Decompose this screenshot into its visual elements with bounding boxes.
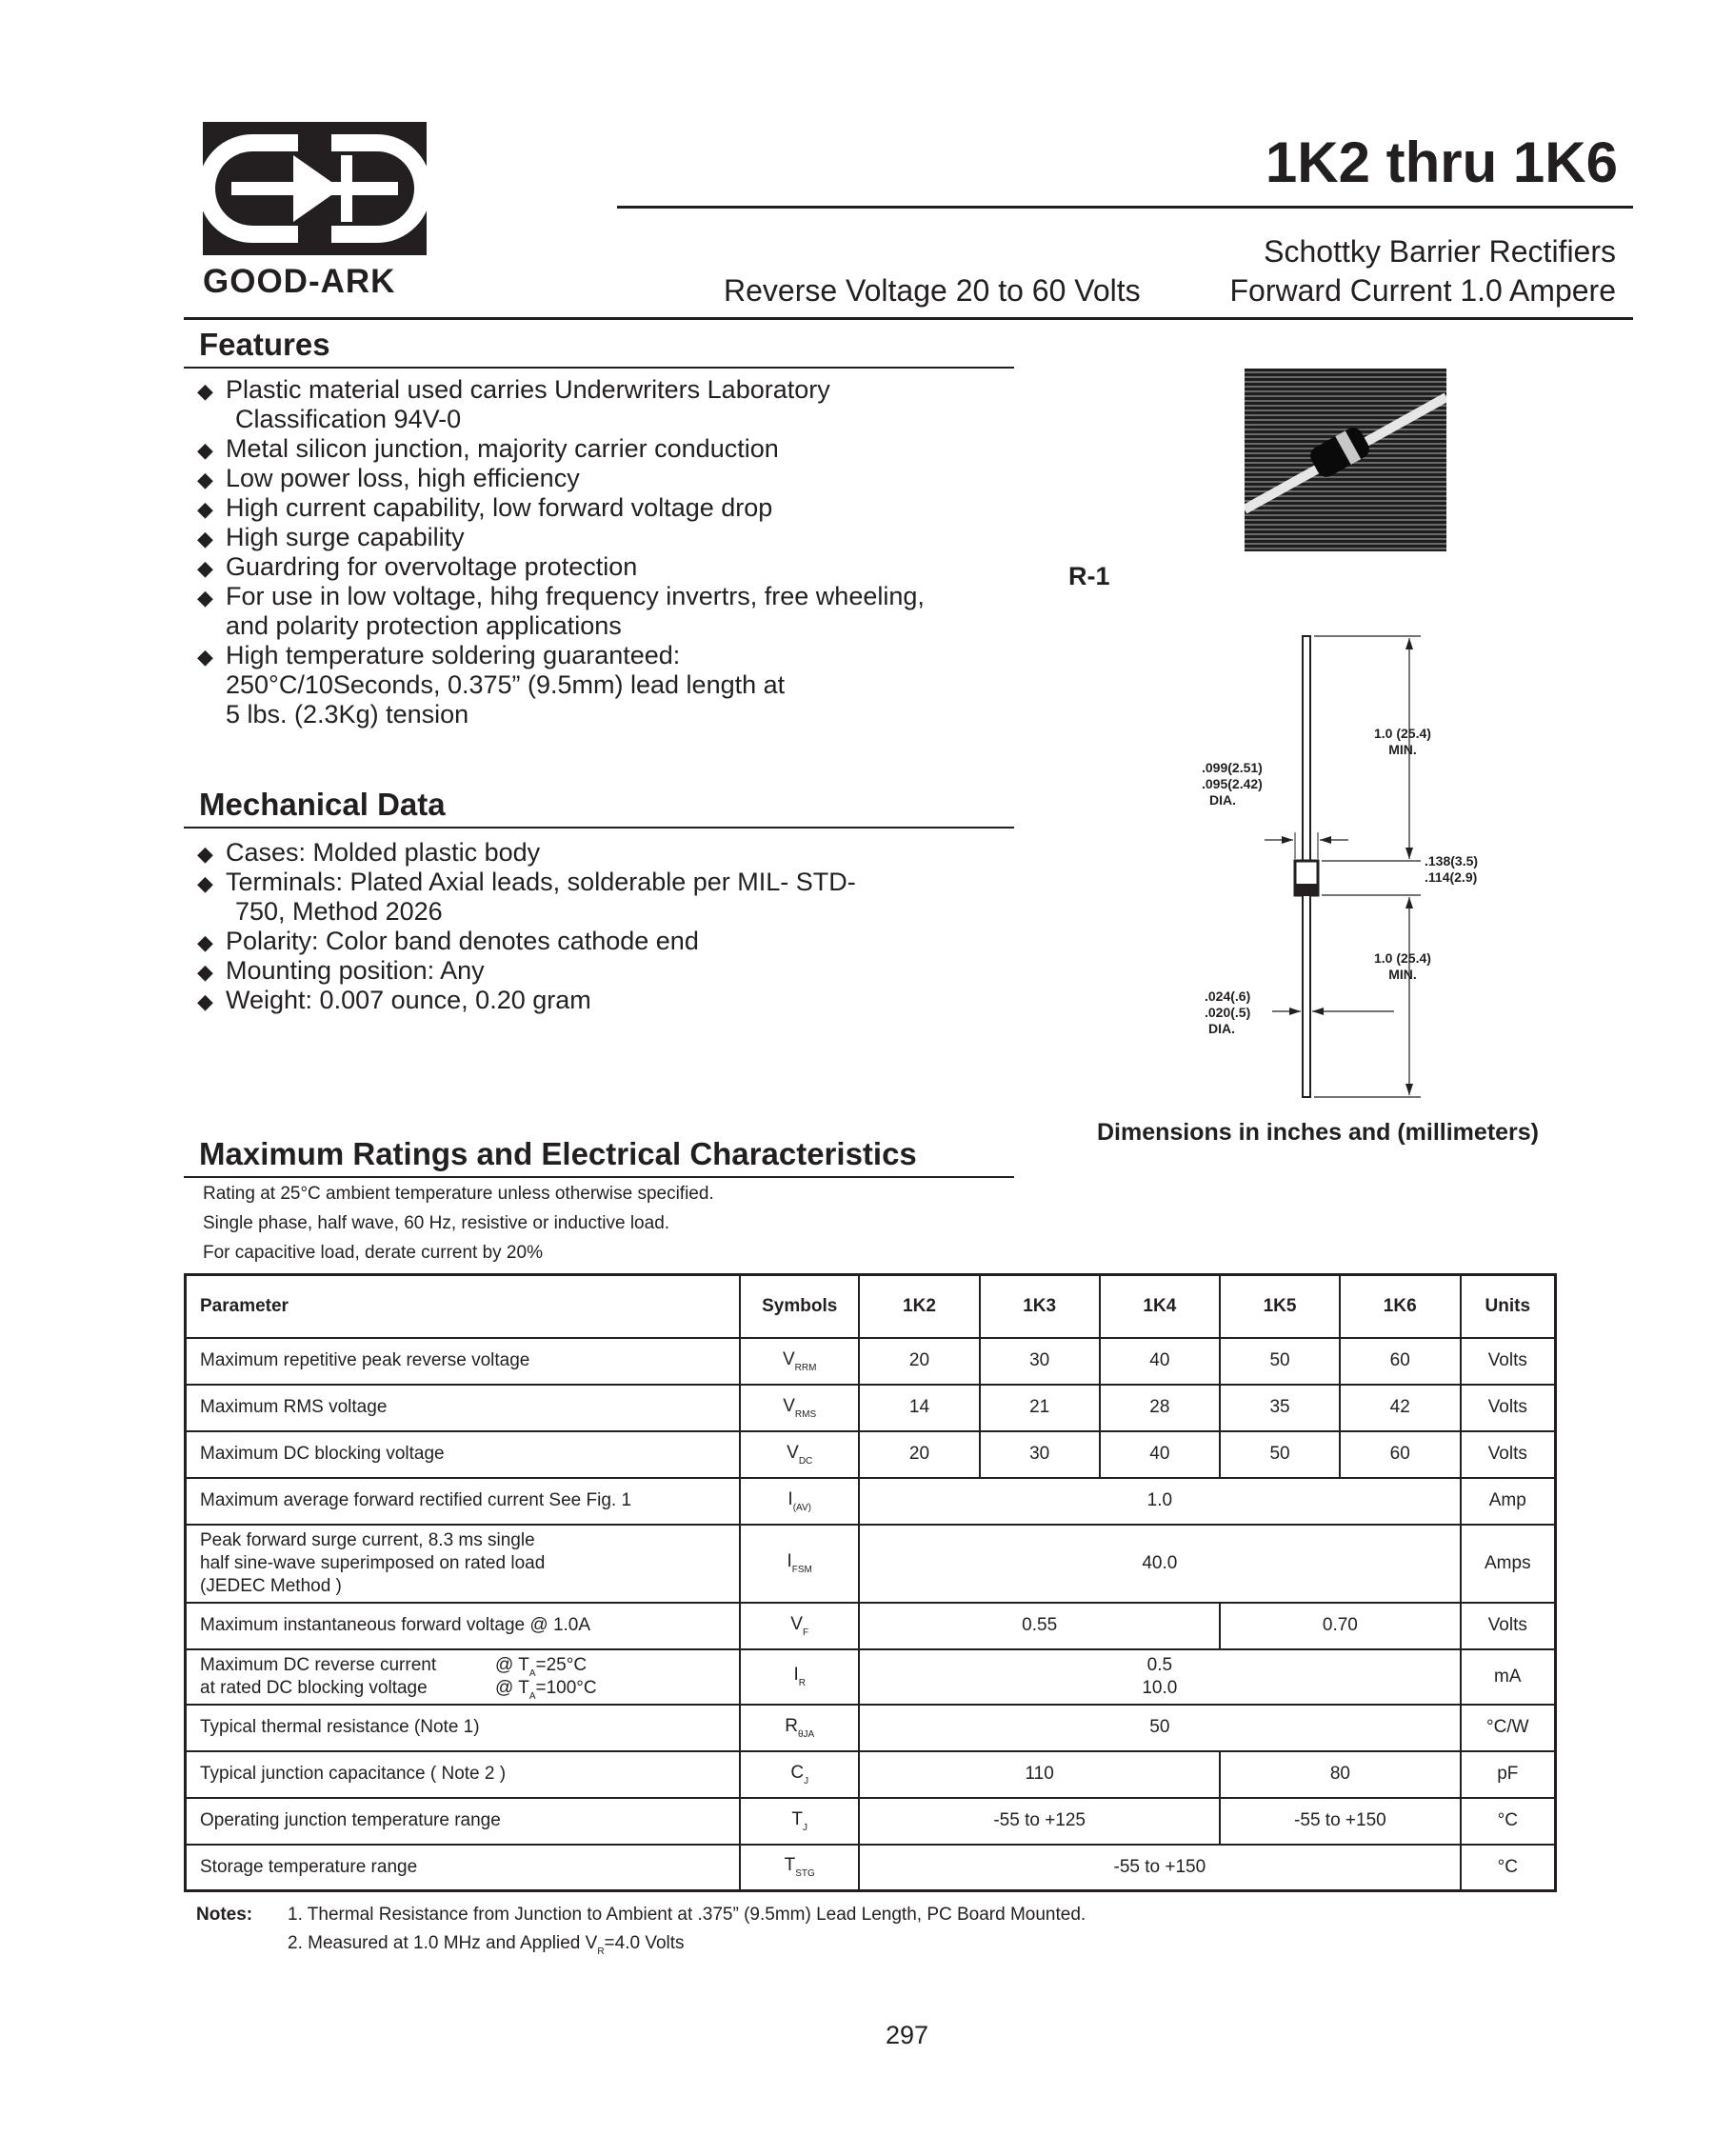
table-row — [186, 1385, 1556, 1431]
rating-note-3: For capacitive load, derate current by 20% — [203, 1243, 543, 1263]
header-parameter: Parameter — [186, 1275, 741, 1338]
dim-lead-length-bottom: 1.0 (25.4) MIN. — [1374, 950, 1431, 982]
unit-cell: °C — [1461, 1798, 1556, 1845]
diode-logo-icon — [203, 122, 427, 255]
table-row — [186, 1431, 1556, 1478]
logo-text: GOOD-ARK — [203, 263, 396, 300]
notes-label: Notes: — [196, 1905, 253, 1925]
value-cell: 50 — [859, 1705, 1460, 1751]
symbol-cell: $C_J$ — [740, 1751, 859, 1798]
unit-cell: Volts — [1461, 1385, 1556, 1431]
header-units: Units — [1461, 1275, 1556, 1338]
header-symbols: Symbols — [740, 1275, 859, 1338]
list-item-continued: and polarity protection applications — [226, 611, 622, 640]
ratings-heading: Maximum Ratings and Electrical Characteristics — [199, 1136, 917, 1171]
rating-note-1: Rating at 25°C ambient temperature unless otherwise specified. — [203, 1184, 714, 1204]
list-item-continued: Classification 94V-0 — [235, 405, 462, 433]
value-cell: 60 — [1340, 1431, 1461, 1478]
list-item: ◆ High surge capability — [197, 523, 465, 551]
param-cell: Typical thermal resistance (Note 1) — [186, 1705, 741, 1751]
value-cell: 42 — [1340, 1385, 1461, 1431]
list-item-continued: 750, Method 2026 — [235, 897, 443, 926]
unit-cell: Amps — [1461, 1525, 1556, 1603]
ratings-table — [184, 1273, 1557, 1892]
header-1k5: 1K5 — [1220, 1275, 1340, 1338]
table-row — [186, 1478, 1556, 1525]
value-cell: 50 — [1220, 1338, 1340, 1385]
symbol-cell: $T_{STG}$ — [740, 1845, 859, 1891]
param-cell: Typical junction capacitance ( Note 2 ) — [186, 1751, 741, 1798]
value-cell: 35 — [1220, 1385, 1340, 1431]
unit-cell: Volts — [1461, 1338, 1556, 1385]
list-item: ◆ Low power loss, high efficiency — [197, 464, 580, 492]
list-item: ◆ Metal silicon junction, majority carrier conduction — [197, 434, 779, 463]
table-row — [186, 1845, 1556, 1891]
param-cell: Maximum average forward rectified current See Fig. 1 — [186, 1478, 741, 1525]
table-row — [186, 1603, 1556, 1649]
value-cell: 0.70 — [1220, 1603, 1460, 1649]
value-cell: 0.55 — [859, 1603, 1220, 1649]
value-cell: 40 — [1100, 1431, 1221, 1478]
symbol-cell: $I_R$ — [740, 1649, 859, 1705]
list-item: ◆ Polarity: Color band denotes cathode end — [197, 927, 699, 955]
symbol-cell: $V_F$ — [740, 1603, 859, 1649]
header-1k3: 1K3 — [980, 1275, 1100, 1338]
value-cell: 30 — [980, 1431, 1100, 1478]
value-cell: 20 — [859, 1338, 980, 1385]
mechanical-heading: Mechanical Data — [199, 787, 446, 822]
value-cell: 21 — [980, 1385, 1100, 1431]
value-cell: 28 — [1100, 1385, 1221, 1431]
table-row — [186, 1798, 1556, 1845]
list-item: ◆ For use in low voltage, hihg frequency invertrs, free wheeling, — [197, 582, 925, 610]
param-cell: Maximum DC blocking voltage — [186, 1431, 741, 1478]
reverse-voltage-spec: Reverse Voltage 20 to 60 Volts — [724, 273, 1141, 308]
unit-cell: Volts — [1461, 1603, 1556, 1649]
list-item: ◆ High temperature soldering guaranteed: — [197, 641, 681, 669]
list-item: ◆ Cases: Molded plastic body — [197, 838, 541, 867]
dimensions-note: Dimensions in inches and (millimeters) — [1097, 1119, 1540, 1146]
param-cell: Maximum instantaneous forward voltage @ 1.0A — [186, 1603, 741, 1649]
list-item: ◆ Mounting position: Any — [197, 956, 485, 985]
list-item: ◆ Guardring for overvoltage protection — [197, 552, 638, 581]
param-cell: Storage temperature range — [186, 1845, 741, 1891]
value-cell: -55 to +125 — [859, 1798, 1220, 1845]
table-header-row — [186, 1275, 1556, 1338]
param-cell: Maximum DC reverse current @ $T_A=25^\circ C$ at rated DC blocking voltage @ $T_A=100^\circ C$ — [186, 1649, 741, 1705]
dim-body-length: .138(3.5) .114(2.9) — [1425, 853, 1479, 885]
page-number: 297 — [886, 2021, 929, 2049]
package-label: R-1 — [1068, 562, 1110, 590]
symbol-cell: $V_{RRM}$ — [740, 1338, 859, 1385]
param-cell: Maximum repetitive peak reverse voltage — [186, 1338, 741, 1385]
features-heading: Features — [199, 327, 330, 362]
table-row — [186, 1338, 1556, 1385]
header-1k6: 1K6 — [1340, 1275, 1461, 1338]
value-cell: 40.0 — [859, 1525, 1460, 1603]
logo-mark — [203, 122, 427, 255]
symbol-cell: $V_{DC}$ — [740, 1431, 859, 1478]
symbol-cell: $I_{(AV)}$ — [740, 1478, 859, 1525]
value-cell: 80 — [1220, 1751, 1460, 1798]
list-item: ◆ Plastic material used carries Underwriters Laboratory — [197, 375, 830, 404]
value-cell: 1.0 — [859, 1478, 1460, 1525]
footnote-2: 2. Measured at 1.0 MHz and Applied $V_R=4.0$ Volts — [288, 1933, 685, 1957]
value-cell: -55 to +150 — [1220, 1798, 1460, 1845]
list-item: ◆ High current capability, low forward voltage drop — [197, 493, 773, 522]
param-cell: Operating junction temperature range — [186, 1798, 741, 1845]
unit-cell: Volts — [1461, 1431, 1556, 1478]
dim-lead-length-top: 1.0 (25.4) MIN. — [1374, 726, 1431, 757]
symbol-cell: $V_{RMS}$ — [740, 1385, 859, 1431]
mechanical-list — [197, 838, 856, 1015]
value-cell: 0.5 10.0 — [859, 1649, 1460, 1705]
list-item-continued: 5 lbs. (2.3Kg) tension — [226, 700, 469, 729]
diode-photo-icon — [1245, 369, 1446, 551]
symbol-cell: $I_{FSM}$ — [740, 1525, 859, 1603]
unit-cell: °C — [1461, 1845, 1556, 1891]
unit-cell: mA — [1461, 1649, 1556, 1705]
features-list — [197, 375, 925, 729]
unit-cell: pF — [1461, 1751, 1556, 1798]
param-cell: Peak forward surge current, 8.3 ms single half sine-wave superimposed on rated load (JEDEC Method ) — [186, 1525, 741, 1603]
value-cell: 110 — [859, 1751, 1220, 1798]
table-row — [186, 1649, 1556, 1705]
value-cell: 60 — [1340, 1338, 1461, 1385]
unit-cell: °C/W — [1461, 1705, 1556, 1751]
package-photo — [1245, 369, 1446, 551]
dim-body-diameter: .099(2.51) .095(2.42) DIA. — [1202, 760, 1263, 808]
mechanical-divider — [184, 827, 1014, 828]
list-item: ◆ Weight: 0.007 ounce, 0.20 gram — [197, 986, 591, 1014]
table-row — [186, 1705, 1556, 1751]
footnote-1: 1. Thermal Resistance from Junction to Ambient at .375” (9.5mm) Lead Length, PC Board Mounted. — [288, 1905, 1086, 1925]
forward-current-spec: Forward Current 1.0 Ampere — [1229, 273, 1616, 308]
features-divider — [184, 367, 1014, 369]
ratings-divider — [184, 1176, 1014, 1178]
value-cell: -55 to +150 — [859, 1845, 1460, 1891]
value-cell: 30 — [980, 1338, 1100, 1385]
header-divider — [184, 317, 1633, 320]
symbol-cell: $R_{\theta JA}$ — [740, 1705, 859, 1751]
header-1k2: 1K2 — [859, 1275, 980, 1338]
dim-lead-diameter: .024(.6) .020(.5) DIA. — [1205, 988, 1251, 1036]
symbol-cell: $T_J$ — [740, 1798, 859, 1845]
value-cell: 50 — [1220, 1431, 1340, 1478]
title-divider — [617, 206, 1633, 209]
table-row — [186, 1525, 1556, 1603]
subtitle: Schottky Barrier Rectifiers — [1264, 234, 1616, 269]
page-title: 1K2 thru 1K6 — [1265, 130, 1618, 194]
unit-cell: Amp — [1461, 1478, 1556, 1525]
param-cell: Maximum RMS voltage — [186, 1385, 741, 1431]
header-1k4: 1K4 — [1100, 1275, 1221, 1338]
value-cell: 40 — [1100, 1338, 1221, 1385]
value-cell: 14 — [859, 1385, 980, 1431]
rating-note-2: Single phase, half wave, 60 Hz, resistive or inductive load. — [203, 1213, 670, 1233]
table-row — [186, 1751, 1556, 1798]
list-item: ◆ Terminals: Plated Axial leads, solderable per MIL- STD- — [197, 868, 856, 896]
list-item-continued: 250°C/10Seconds, 0.375” (9.5mm) lead length at — [226, 670, 786, 699]
value-cell: 20 — [859, 1431, 980, 1478]
